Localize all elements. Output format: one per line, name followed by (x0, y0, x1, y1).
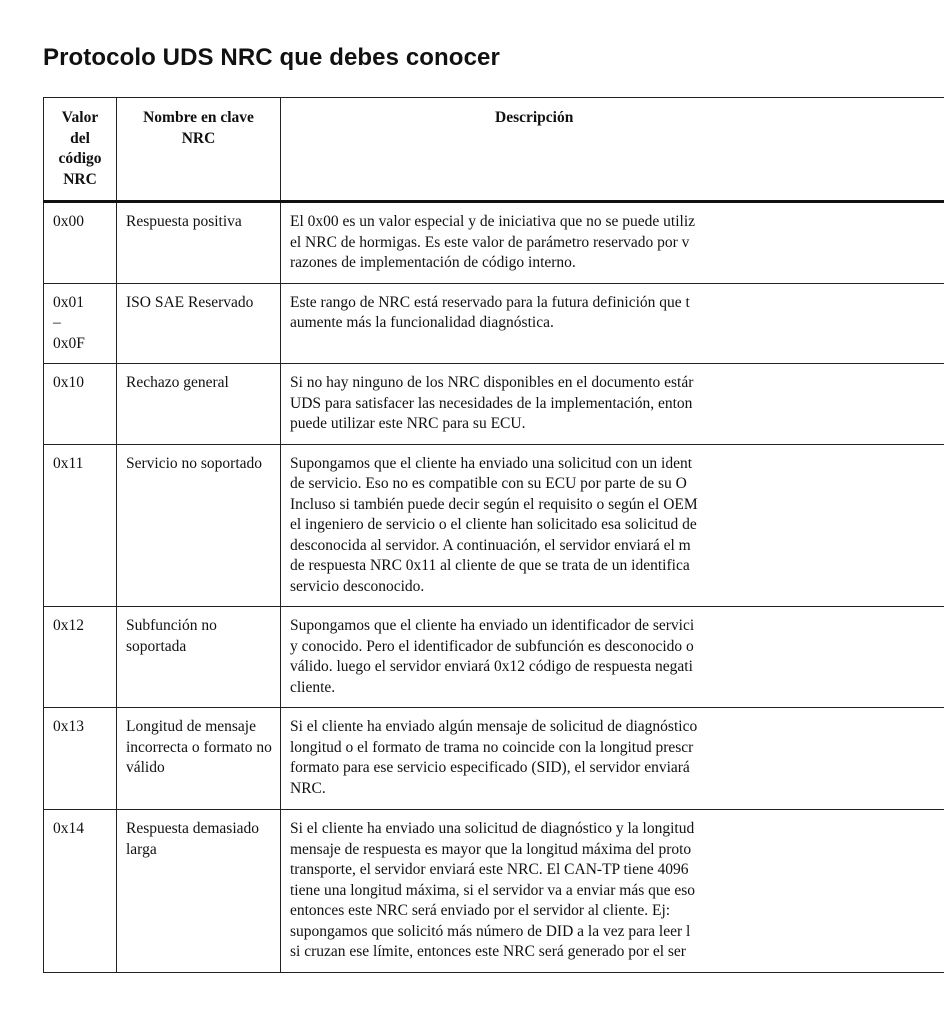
nrc-code-cell (44, 607, 117, 708)
nrc-name-cell (117, 444, 281, 607)
nrc-code-cell (44, 810, 117, 973)
header-name-label: Nombre en clave NRC (143, 109, 254, 147)
description-line: Supongamos que el cliente ha enviado un identificador de servici (290, 617, 695, 634)
nrc-name: Respuesta positiva (126, 213, 242, 230)
header-name (117, 98, 281, 202)
description-line: El 0x00 es un valor especial y de iniciativa que no se puede utiliz (290, 213, 696, 230)
nrc-description (281, 607, 944, 707)
description-line: si cruzan ese límite, entonces este NRC será generado por el ser (290, 943, 686, 960)
description-line: Supongamos que el cliente ha enviado una solicitud con un ident (290, 454, 693, 472)
nrc-name: Longitud de mensaje incorrecta o formato no válido (126, 718, 272, 776)
description-line: de servicio. Eso no es compatible con su ECU por parte de su O (290, 475, 687, 492)
header-description-label: Descripción (495, 109, 574, 126)
description-line: Si el cliente ha enviado algún mensaje de solicitud de diagnóstico (290, 718, 698, 735)
table-row (44, 708, 944, 810)
nrc-code-cell (44, 708, 117, 810)
nrc-table (43, 97, 944, 973)
description-line: servicio desconocido. (290, 577, 425, 595)
nrc-description-cell (281, 202, 944, 284)
table-row (44, 607, 944, 708)
description-line: UDS para satisfacer las necesidades de la implementación, enton (290, 394, 693, 412)
description-line: Si no hay ninguno de los NRC disponibles en el documento estár (290, 374, 694, 391)
nrc-description (281, 810, 944, 972)
nrc-code: 0x14 (53, 820, 84, 837)
description-line: formato para ese servicio especificado (SID), el servidor enviará (290, 759, 690, 776)
nrc-name-cell (117, 283, 281, 364)
nrc-code: 0x00 (53, 213, 84, 230)
description-line: tiene una longitud máxima, si el servidor va a enviar más que eso (290, 881, 696, 899)
header-description (281, 98, 944, 202)
nrc-code-cell (44, 444, 117, 607)
description-line: el ingeniero de servicio o el cliente han solicitado esa solicitud de (290, 516, 697, 533)
description-line: desconocida al servidor. A continuación, el servidor enviará el m (290, 536, 691, 554)
description-line: de respuesta NRC 0x11 al cliente de que se trata de un identifica (290, 557, 690, 574)
description-line: transporte, el servidor enviará este NRC. El CAN-TP tiene 4096 (290, 861, 689, 878)
description-line: puede utilizar este NRC para su ECU. (290, 415, 526, 432)
nrc-description (281, 364, 944, 444)
nrc-code: 0x13 (53, 718, 84, 735)
description-line: y conocido. Pero el identificador de subfunción es desconocido o (290, 637, 694, 655)
description-line: Incluso si también puede decir según el requisito o según el OEM (290, 495, 698, 513)
table-row (44, 364, 944, 445)
nrc-name: ISO SAE Reservado (126, 293, 254, 311)
nrc-code: 0x12 (53, 617, 84, 634)
nrc-name-cell (117, 364, 281, 445)
nrc-name-cell (117, 810, 281, 973)
nrc-description-cell (281, 444, 944, 607)
nrc-name-cell (117, 202, 281, 284)
nrc-table-container (43, 97, 768, 960)
table-header-row (44, 98, 944, 202)
table-row (44, 202, 944, 284)
nrc-description (281, 284, 944, 343)
nrc-description-cell (281, 364, 944, 445)
description-line: NRC. (290, 779, 326, 797)
nrc-description-cell (281, 283, 944, 364)
header-code (44, 98, 117, 202)
header-code-label: Valor del código NRC (58, 109, 102, 188)
nrc-description-cell (281, 708, 944, 810)
nrc-code: 0x10 (53, 374, 84, 391)
description-line: supongamos que solicitó más número de DID a la vez para leer l (290, 922, 691, 940)
nrc-name: Subfunción no soportada (126, 617, 217, 655)
nrc-name: Rechazo general (126, 374, 229, 391)
nrc-code: 0x11 (53, 454, 84, 472)
description-line: Este rango de NRC está reservado para la futura definición que t (290, 293, 690, 311)
description-line: cliente. (290, 678, 336, 696)
description-line: válido. luego el servidor enviará 0x12 código de respuesta negati (290, 658, 693, 675)
description-line: entonces este NRC será enviado por el servidor al cliente. Ej: (290, 902, 671, 919)
nrc-code: 0x01 – 0x0F (53, 293, 85, 352)
nrc-description-cell (281, 607, 944, 708)
page-title: Protocolo UDS NRC que debes conocer (43, 44, 500, 71)
table-row (44, 283, 944, 364)
nrc-name-cell (117, 607, 281, 708)
nrc-code-cell (44, 283, 117, 364)
nrc-description (281, 708, 944, 808)
description-line: el NRC de hormigas. Es este valor de parámetro reservado por v (290, 233, 690, 251)
nrc-description (281, 445, 944, 607)
description-line: razones de implementación de código interno. (290, 254, 576, 271)
table-row (44, 444, 944, 607)
nrc-code-cell (44, 364, 117, 445)
nrc-name: Respuesta demasiado larga (126, 820, 260, 858)
description-line: mensaje de respuesta es mayor que la longitud máxima del proto (290, 840, 692, 858)
description-line: longitud o el formato de trama no coincide con la longitud prescr (290, 738, 694, 756)
nrc-description (281, 203, 944, 283)
description-line: aumente más la funcionalidad diagnóstica. (290, 314, 554, 331)
nrc-name: Servicio no soportado (126, 454, 263, 472)
table-row (44, 810, 944, 973)
description-line: Si el cliente ha enviado una solicitud de diagnóstico y la longitud (290, 820, 695, 837)
nrc-name-cell (117, 708, 281, 810)
nrc-description-cell (281, 810, 944, 973)
nrc-code-cell (44, 202, 117, 284)
